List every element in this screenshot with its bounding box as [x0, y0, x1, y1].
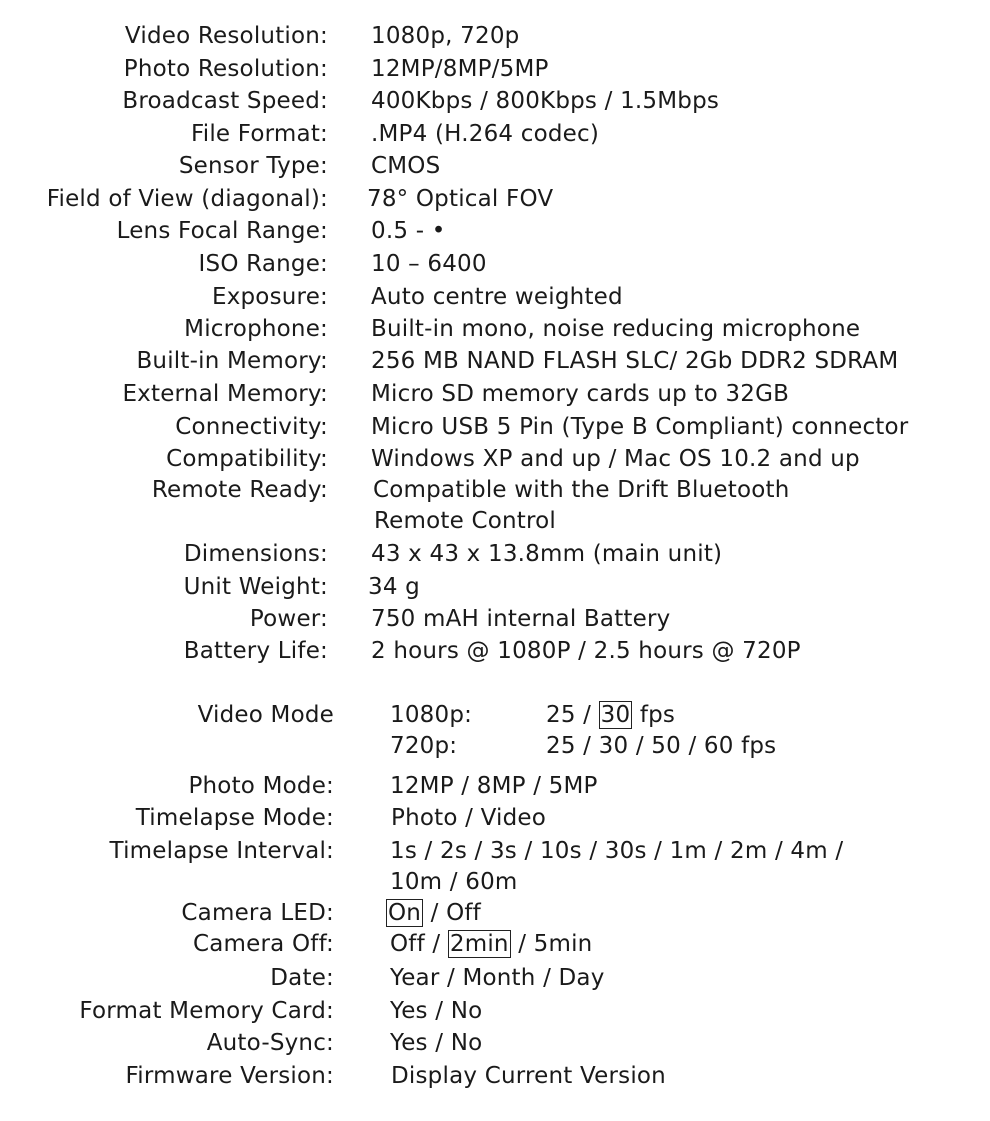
video-mode-resolution: 1080p: — [390, 702, 473, 728]
spec-value: 1080p, 720p — [371, 23, 520, 49]
video-mode-resolution: 720p: — [390, 733, 458, 759]
setting-label: Auto-Sync: — [206, 1030, 334, 1056]
spec-label: Field of View (diagonal): — [46, 186, 328, 212]
spec-label: File Format: — [191, 121, 328, 147]
setting-value-continued: 10m / 60m — [390, 869, 518, 895]
setting-label: Timelapse Mode: — [135, 805, 334, 831]
spec-value-continued: Remote Control — [374, 508, 556, 534]
spec-value: Built-in mono, noise reducing microphone — [371, 316, 861, 342]
setting-label: Photo Mode: — [188, 773, 334, 799]
spec-label: Lens Focal Range: — [116, 218, 328, 244]
setting-value: Display Current Version — [391, 1063, 666, 1089]
spec-label: Battery Life: — [183, 638, 328, 664]
spec-value: CMOS — [371, 153, 441, 179]
setting-label: Camera Off: — [193, 931, 334, 957]
setting-value: Yes / No — [390, 998, 483, 1024]
spec-label: ISO Range: — [198, 251, 328, 277]
setting-value: Year / Month / Day — [390, 965, 605, 991]
spec-value: 400Kbps / 800Kbps / 1.5Mbps — [371, 88, 720, 114]
setting-label: Date: — [270, 965, 334, 991]
setting-value: Off / 2min / 5min — [390, 931, 593, 957]
setting-value: Yes / No — [390, 1030, 483, 1056]
spec-label: Built-in Memory: — [136, 348, 328, 374]
spec-value: Micro USB 5 Pin (Type B Compliant) connector — [371, 414, 909, 440]
spec-value: 256 MB NAND FLASH SLC/ 2Gb DDR2 SDRAM — [371, 348, 899, 374]
spec-label: External Memory: — [122, 381, 328, 407]
setting-label: Timelapse Interval: — [109, 838, 334, 864]
setting-label: Format Memory Card: — [79, 998, 334, 1024]
setting-label: Camera LED: — [181, 900, 334, 926]
spec-value: Compatible with the Drift Bluetooth — [373, 477, 790, 503]
spec-value: 2 hours @ 1080P / 2.5 hours @ 720P — [371, 638, 801, 664]
spec-value: 12MP/8MP/5MP — [371, 56, 549, 82]
spec-label: Power: — [249, 606, 328, 632]
spec-value: Auto centre weighted — [371, 284, 623, 310]
spec-label: Remote Ready: — [151, 477, 328, 503]
spec-value: 0.5 - • — [371, 218, 446, 244]
spec-label: Exposure: — [211, 284, 328, 310]
spec-label: Photo Resolution: — [123, 56, 328, 82]
selected-option-box: 2min — [449, 931, 509, 957]
selected-fps-box: 30 — [600, 702, 631, 728]
selected-option-box: On — [388, 900, 422, 926]
spec-label: Dimensions: — [183, 541, 328, 567]
video-mode-fps: 25 / 30 / 50 / 60 fps — [546, 733, 777, 759]
spec-value: Windows XP and up / Mac OS 10.2 and up — [371, 446, 860, 472]
setting-value: 12MP / 8MP / 5MP — [390, 773, 598, 799]
spec-label: Connectivity: — [175, 414, 328, 440]
setting-value: Photo / Video — [391, 805, 547, 831]
spec-label: Broadcast Speed: — [122, 88, 328, 114]
spec-value: 78° Optical FOV — [367, 186, 554, 212]
spec-value: Micro SD memory cards up to 32GB — [371, 381, 790, 407]
spec-value: 43 x 43 x 13.8mm (main unit) — [371, 541, 723, 567]
spec-label: Unit Weight: — [183, 574, 328, 600]
setting-value: 1s / 2s / 3s / 10s / 30s / 1m / 2m / 4m / — [390, 838, 844, 864]
spec-value: 10 – 6400 — [371, 251, 487, 277]
spec-label: Sensor Type: — [178, 153, 328, 179]
spec-label: Microphone: — [184, 316, 328, 342]
setting-label: Firmware Version: — [125, 1063, 334, 1089]
video-mode-fps: 25 / 30 fps — [546, 702, 676, 728]
spec-label: Video Resolution: — [124, 23, 328, 49]
spec-value: 34 g — [368, 574, 420, 600]
spec-value: .MP4 (H.264 codec) — [371, 121, 600, 147]
setting-value: On / Off — [388, 900, 481, 926]
video-mode-label: Video Mode — [197, 702, 334, 728]
spec-label: Compatibility: — [166, 446, 328, 472]
spec-value: 750 mAH internal Battery — [371, 606, 671, 632]
